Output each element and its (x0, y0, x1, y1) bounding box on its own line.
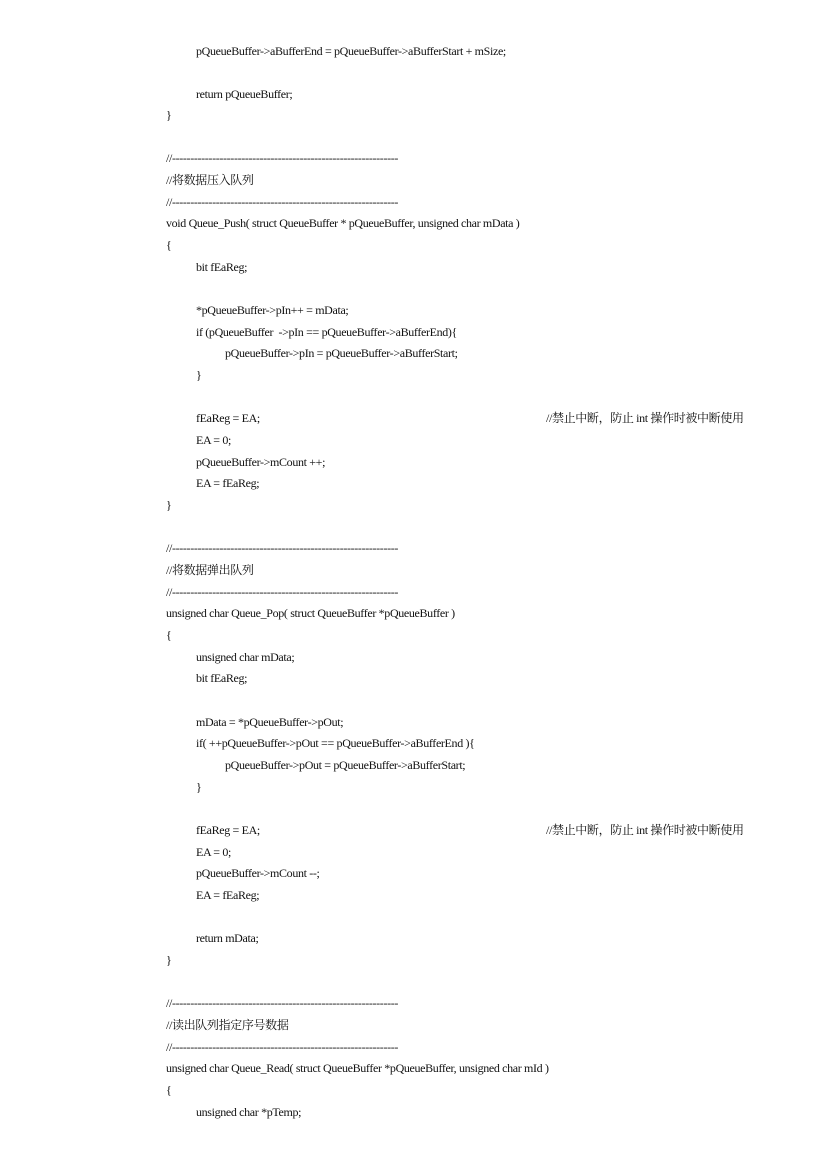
separator-comment: //-------------------------------------------------------------- (166, 996, 399, 1010)
code-line: bit fEaReg; (196, 260, 248, 274)
code-line: pQueueBuffer->mCount --; (196, 866, 320, 880)
code-line: pQueueBuffer->mCount ++; (196, 455, 326, 469)
section-comment: //读出队列指定序号数据 (166, 1018, 289, 1032)
separator-comment: //-------------------------------------------------------------- (166, 585, 399, 599)
code-line: pQueueBuffer->aBufferEnd = pQueueBuffer->aBufferStart + mSize; (196, 44, 506, 58)
separator-comment: //-------------------------------------------------------------- (166, 195, 399, 209)
section-comment: //将数据弹出队列 (166, 563, 254, 577)
function-signature: unsigned char Queue_Read( struct QueueBuffer *pQueueBuffer, unsigned char mId ) (166, 1061, 549, 1075)
code-line: { (166, 1083, 172, 1097)
code-line: EA = 0; (196, 845, 231, 859)
code-line: } (196, 368, 202, 382)
code-line: fEaReg = EA; (196, 823, 260, 837)
inline-comment: //禁止中断，防止 int 操作时被中断使用 (546, 411, 744, 425)
function-signature: unsigned char Queue_Pop( struct QueueBuffer *pQueueBuffer ) (166, 606, 455, 620)
code-line: mData = *pQueueBuffer->pOut; (196, 715, 344, 729)
code-line: return pQueueBuffer; (196, 87, 293, 101)
separator-comment: //-------------------------------------------------------------- (166, 1040, 399, 1054)
code-line: pQueueBuffer->pIn = pQueueBuffer->aBufferStart; (225, 346, 458, 360)
code-line: } (166, 108, 172, 122)
separator-comment: //-------------------------------------------------------------- (166, 541, 399, 555)
code-line: if (pQueueBuffer ->pIn == pQueueBuffer->aBufferEnd){ (196, 325, 457, 339)
inline-comment: //禁止中断，防止 int 操作时被中断使用 (546, 823, 744, 837)
separator-comment: //-------------------------------------------------------------- (166, 151, 399, 165)
code-line: } (166, 953, 172, 967)
code-line: return mData; (196, 931, 259, 945)
code-line: pQueueBuffer->pOut = pQueueBuffer->aBufferStart; (225, 758, 466, 772)
code-line: } (166, 498, 172, 512)
code-line: { (166, 628, 172, 642)
code-line: if( ++pQueueBuffer->pOut == pQueueBuffer->aBufferEnd ){ (196, 736, 475, 750)
code-line: { (166, 238, 172, 252)
code-line: EA = fEaReg; (196, 476, 260, 490)
code-line: EA = fEaReg; (196, 888, 260, 902)
code-line: EA = 0; (196, 433, 231, 447)
code-line: unsigned char *pTemp; (196, 1105, 302, 1119)
code-line: } (196, 780, 202, 794)
code-line: fEaReg = EA; (196, 411, 260, 425)
code-line: bit fEaReg; (196, 671, 248, 685)
code-line: *pQueueBuffer->pIn++ = mData; (196, 303, 349, 317)
function-signature: void Queue_Push( struct QueueBuffer * pQueueBuffer, unsigned char mData ) (166, 216, 520, 230)
code-line: unsigned char mData; (196, 650, 295, 664)
section-comment: //将数据压入队列 (166, 173, 254, 187)
